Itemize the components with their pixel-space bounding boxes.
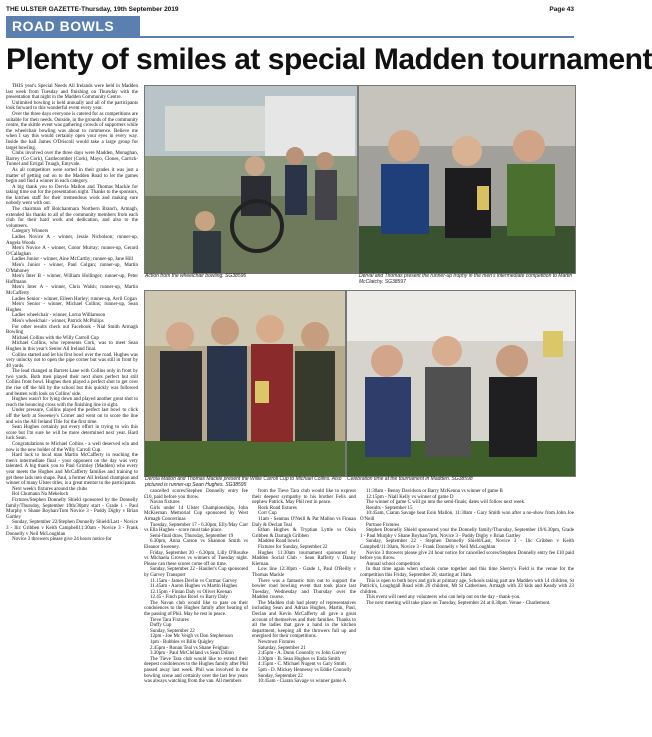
photo-runnerup-trophy-image: [359, 86, 575, 273]
paragraph: Sunday, September 22 - Stephen Donnelly Shield/Last, Novice 3 - Ilic Gribben v Keith Campbell/11:30am, Novice 3 - Frank Donnelly v Neil McLoughlan: [360, 539, 574, 550]
paragraph: 5pm - D. Mickey Hennessy vs Eddie Connolly: [258, 668, 352, 673]
paragraph: Newtown Fixtures: [258, 640, 296, 646]
paragraph: Sunday, September 22 - Haulier's Cup sponsored by Garvey Transport: [144, 567, 248, 578]
paragraph: 12pm - Joe Mc Veigh vs Don Stephenson: [150, 634, 233, 640]
paragraph: 12.45 - Finch plus Bowl vs Barry Daly: [150, 595, 228, 601]
paragraph: Under pressure, Collins played the perfect last bowl to click off the kerb at Sweeney's Corner and went on to score the line and win the All Ireland Title for the first time.: [6, 408, 138, 425]
paragraph: 10:45am, Ciaran Savage beat Eoin Mallon. 11:30am - Gary Smith won after a no-show from John Joe O'Neill: [360, 511, 574, 522]
header-page-number: Page 43: [549, 5, 574, 13]
paragraph: Portnoe Fixtures: [366, 522, 400, 528]
paragraph: Friday, September 20 - 6.30pm, Lilly O'Rourke vs Michaela Groves vs winners of Tuesday night. Please can these scores come off on time.: [144, 550, 248, 567]
paragraph: Annual school competition: [366, 561, 421, 567]
paragraph: Sunday, September 22: [150, 628, 195, 634]
paragraph: There was a fantastic turn out to support the bowler road bowling event that took place last Tuesday, Wednesday and Thursday over the Madden course.: [252, 578, 356, 601]
paragraph: 12:15pm - Niall Kelly vs winner of game D: [366, 494, 454, 500]
headline: Plenty of smiles at special Madden tournament: [6, 43, 652, 76]
paragraph: Over the three days everyone is catered for as competitions are suitable for their needs. Outside, in the grounds of the community centre, the skittle event was gathering crowds of supporters while the wheelchair bowling was about to commence. Believe me when I say this would certainly open your eyes in every way. Inside the hall James O'Driscoll would take a large group for target bowling.: [6, 111, 138, 151]
paragraph: Men's Senior - winner, Michael Collins; runner-up, Sean Hughes: [6, 302, 138, 313]
paragraph: Next week's fixtures around the clubs: [12, 486, 88, 492]
paragraph: Low line 12:30pm - Grade 1, Paul O'Reilly v Thomas Mackle: [252, 567, 356, 578]
photo-willy-carroll-cup: [144, 290, 346, 477]
paragraph: 2.45pm - Ronan Teal vs Shane Feighan: [150, 645, 229, 651]
paragraph: 12.15pm - Fintan Daly vs Oliver Keenan: [150, 589, 232, 595]
paragraph: Fixtures for Sunday, September 22: [258, 544, 328, 550]
paragraph: Tuesday, September 17 - 6.30pm, Elly/May Carr vs Ella Hughes - score must take place.: [144, 522, 248, 534]
paragraph: 2:45pm - A. Dunn Connolly vs John Garvey: [258, 651, 347, 657]
paragraph: Ladies Senior - winner, Eileen Hurley; runner-up, Avril Cogan: [12, 296, 137, 302]
paragraph: Navan fixtures: [150, 500, 180, 506]
paragraph: Novice 3 throwers please give 24 hour notice for cancelled scores/Stephen Donnelly entry fee £10 paid before you throw.: [360, 550, 574, 562]
paragraph: As all competitors were sorted in their grades it was just a matter of getting out on to the Madden Road to let the games begin and find a winner in each category.: [6, 167, 138, 185]
paragraph: The next meeting will take place on Tuesday, September 24 at 8.30pm. Venue - Charlemont.: [366, 600, 551, 606]
caption-celebration: Celebration time at the tournament in Madden. SG38598: [347, 476, 473, 482]
paragraph: Saturday, September 21: [258, 645, 306, 651]
photo-celebration-image: [347, 291, 575, 476]
paragraph: from the Tieve Tara club would like to express their deepest sympathy to his brother Felix and nephew Patrick. May Phil rest in peace.: [252, 489, 356, 506]
paragraph: Bol Chumann Na Mekeloch: [12, 492, 69, 498]
paragraph: In that time again when schools come together and this time Sherry's Field is the venue for the competition this Friday, September 20, starting at 10am.: [360, 567, 574, 578]
paragraph: The Navan club would like to pass on their condolences to the Hughes family after hearing of the passing of Phil. May he rest in peace.: [144, 600, 248, 618]
paragraph: cancelled scores/Stephen Donnelly entry fee £10, paid before you throw.: [144, 489, 248, 500]
caption-wheelchair: Action from the wheelchair bowling. SG38596: [145, 273, 247, 279]
paragraph: Men's Inter A - winner, Chris Walsh; runner-up, Martin McCafferty: [6, 285, 138, 296]
paragraph: 11am - Seamus O'Neill & Pat Mallon vs Finnan Daly & Declan Teal: [252, 516, 356, 528]
paragraph: This event will need any volunteers who can help out on the day - thank-you.: [366, 595, 521, 601]
paragraph: 11.15am - James Devlin vs Cormac Garvey: [150, 578, 238, 584]
caption-runnerup-men: Derval and Thomas present the runner-up trophy in the men's intermediate competition to Martin McClatchy. SG38597: [359, 273, 573, 285]
paragraph: Men's Inter B - winner, William Hollinger; runner-up, Peter Hoffmann: [6, 274, 138, 285]
article-column-3: [252, 489, 356, 734]
photo-runnerup-trophy: [358, 85, 576, 274]
paragraph: Men's Junior - winner, Paul Colgan; runner-up, Martin O'Mahoney: [6, 263, 138, 274]
paragraph: Unlimited bowling is held annually and all of the participants look forward to this wonderful event every year.: [6, 100, 138, 112]
paragraph: This is open to both boys and girls at primary age. Schools taking part are Madden with 14 children, St Patrick's, Loughgall Road with 26 children, Mt St Catherines, Armagh with 33 kids and Keady with 23 children.: [360, 578, 574, 595]
article-column-2: [144, 489, 248, 734]
section-label: ROAD BOWLS: [6, 16, 140, 36]
paragraph: Hard luck to local man Martin McCafferty in reaching the men's intermediate final - your opponent on the day was very talented. A big thank you to Paul Grimley (Madden) who every year meets the Hughes and McCafferty families and training to get these lads into shape. Paul, a former All Ireland champion and winner of many Ulster titles, is a great mentor to the participants.: [6, 453, 138, 487]
photo-wheelchair-bowling: [144, 85, 358, 274]
article-column-4: [360, 489, 574, 734]
paragraph: THIS year's Special Needs All Irelands were held in Madden last week from Tuesday and finishing on Thursday with the presentation that night in the Madden Community Centre.: [6, 84, 138, 101]
paragraph: 3.30pm - Paul McClelland vs Sean Dillon: [150, 651, 234, 657]
paragraph: Ladies wheelchair - winner, Lorna Williamson: [12, 313, 106, 319]
paragraph: Fixtures/Stephen Donnelly Shield sponsored by the Donnelly family/Thursday, September 19th/30pm/ start - Grade 1 - Paul Murphy v Shane Boyhan/Tom Novice 3 - Paddy Digby v Brian Gartley: [6, 497, 138, 520]
photo-celebration: [346, 290, 576, 477]
paragraph: Congratulations to Michael Collins - a well deserved win and now is the new holder of the Willy Carroll Cup.: [6, 442, 138, 453]
paragraph: 4:15pm - C. Michael Nugent vs Gary Smith: [258, 662, 346, 668]
paragraph: Ladies Junior - winner, Aine McCarthy; runner-up, Jane Hill: [12, 257, 134, 263]
paragraph: Results - September 15: [366, 505, 413, 511]
paragraph: 3:30pm - B. Sean Hughes vs Enda Smith: [258, 656, 340, 662]
paragraph: Rock Road fixtures: [258, 505, 297, 511]
paragraph: Madden Road bowls: [258, 539, 300, 545]
paragraph: A big thank you to Dervla Mallon and Thomas Mackle for taking time out for the presentation night. Thanks to the sponsors, the kitchen staff for their tremendous work and making sure nobody went with out.: [6, 184, 138, 207]
paragraph: Sunday, September 22/Stephen Donnelly Shield/Last - Novice 3 - Ilic Gribben v Keith Campbell11:30am - Novice 3 - Frank Donnelly v Neil McLoughlan: [6, 520, 138, 537]
header-publication: THE ULSTER GAZETTE-Thursday, 19th September 2019: [6, 5, 179, 13]
photo-willy-carroll-cup-image: [145, 291, 345, 476]
paragraph: Clubs involved over the three days were Madden, Monaghan, Barrey (Co Cork), Castlecomber (Cork), Mayo, Clones, Carrick-Tunnel and Errigal Truagh, Emyvale.: [6, 151, 138, 168]
paragraph: The Tieve Tara club would like to extend their deepest condolences to the Hughes family after Phil passed away last week. Phil was involved in the bowling scene and certainly over the last few years was always watching from the van. All members: [144, 656, 248, 685]
article-column-1: [6, 84, 138, 734]
paragraph: Michael Collins, who represents Cork, was to meet Sean Hughes in this year's Senior All Ireland final.: [6, 341, 138, 352]
paragraph: Collins started and let his first bowl over the road. Hughes was very unlucky not to open the pipe corner but was still in front by 40 yards.: [6, 352, 138, 369]
section-rule: [6, 36, 574, 38]
paragraph: 6.30pm, Anna Carson vs Shannon Smith vs Eleanor Sweeney.: [144, 539, 248, 550]
paragraph: Michael Collins with the Willy Carroll Cup: [12, 335, 99, 341]
paragraph: Ethan Hughes & Tryptian Lyttle vs Oisin Gribben & Darragh Gribben: [252, 528, 356, 539]
paragraph: Semi-final draw, Thursday, September 19: [150, 533, 234, 539]
caption-willy-carroll: Derola Mallon and Thomas Mackle present the Willie Carroll Cup to Michael Collins. Also pictured is runner-up Sean Hughes. SG38595: [145, 476, 342, 488]
paragraph: Stephen Donnelly Shield sponsored your the Donnelly family/Thursday, September 19/6.30pm, Grade 1 - Paul Murphy v Shane Boyhan/7pm, Novice 3 - Paddy Digby v Brian Gartley: [360, 528, 574, 539]
paragraph: 11:30am - Benny Davidson or Barry McKenna vs winner of game B: [366, 489, 503, 494]
page-header: [6, 4, 574, 14]
paragraph: The chairman off Bolchanmara Northern Branch, Armagh, extended his thanks to all of the community members from each club for their hard work and dedication, and also to the volunteers.: [6, 207, 138, 229]
paragraph: Hughes wasn't for lying down and played another great shot to reach the bouncing cross with the finishing line in sight.: [6, 397, 138, 408]
paragraph: Novice 3 throwers please give 24 hours notice for: [12, 537, 112, 543]
paragraph: 10:45am - Ciaran Savage vs winner game A: [258, 679, 347, 685]
paragraph: Tieve Tara Fixtures: [150, 617, 189, 623]
paragraph: Hughes 11:30am tournament sponsored by Madden Social Club - Sean Rafferty v Danny Kiernan.: [252, 550, 356, 567]
paragraph: The Madden club had plenty of representatives including Sean and Adrian Hughes, Martin, Paul, Declan and Kevin McCafferty all gave a great account of themselves and their families. Thanks to all the ladies that gave a hand in the kitchen department, keeping all the throwers full up and energised for their competitions.: [252, 600, 356, 640]
paragraph: Category Winners: [12, 229, 49, 235]
paragraph: The lead changed at Barrets Lane with Collins only in front by two yards. Both men played their next shots perfect but still Collins front bowl. Hughes then played a perfect shot to get over the rise off the hill by the school but this quickly was followed and beaten with look on Collins' side.: [6, 369, 138, 397]
paragraph: Sunday, September 22: [258, 673, 303, 679]
paragraph: 11.45am - Aaron Hughes vs Martin Hughes: [150, 584, 238, 590]
paragraph: Corr Cup: [258, 511, 277, 517]
paragraph: Men's Novice A - winner, Conor Murray; runner-up, Gerard O'Callaghan: [6, 246, 138, 257]
paragraph: 1pm - Bubbles vs Billo Quigley: [150, 640, 214, 646]
paragraph: Duffy Cup: [150, 623, 172, 629]
paragraph: Girls under 14 Ulster Championships, John McKiernan Memorial Cup sponsored by West Armagh Concertinas: [144, 505, 248, 522]
paragraph: For other results check out Facebook - Nial Smith Armagh Bowling: [6, 324, 138, 336]
paragraph: Sean Hughes certainly put every effort in trying to win this score but I'm sure he will be more determined next year. Hard luck Sean.: [6, 425, 138, 442]
paragraph: Men's wheelchair - winner, Patrick McPhilips: [12, 318, 104, 324]
paragraph: Ladies Novice A - winner, Jessie Nicholson; runner-up, Angela Woods: [6, 235, 138, 246]
paragraph: The winner of game C will go into the semi-finals; dates will follow next week.: [366, 500, 526, 506]
photo-wheelchair-bowling-image: [145, 86, 357, 273]
